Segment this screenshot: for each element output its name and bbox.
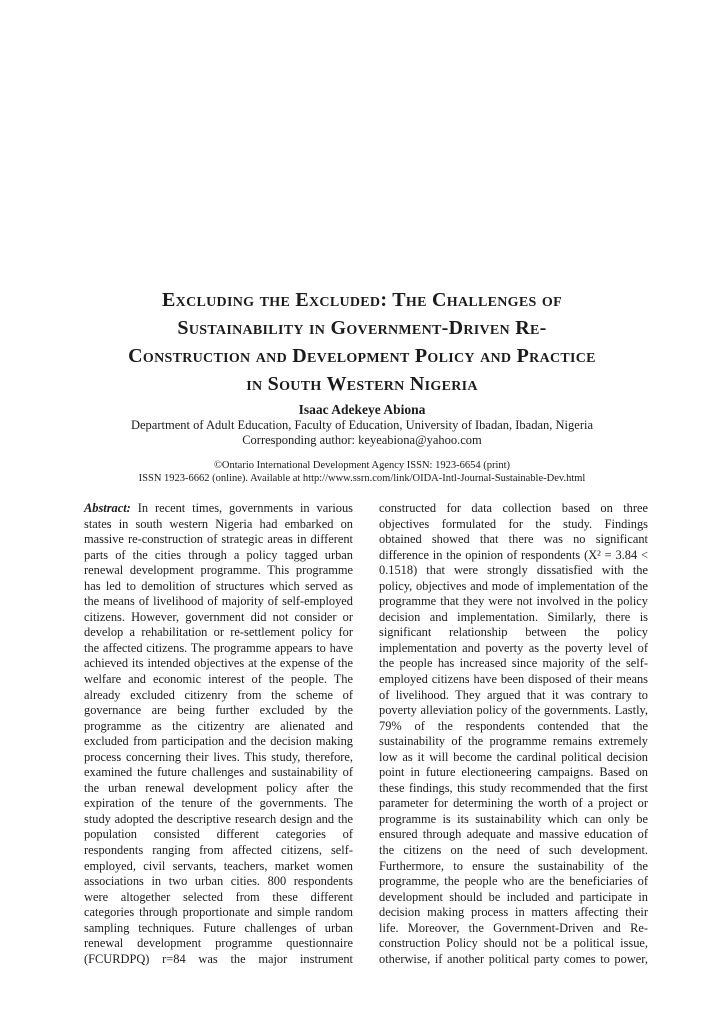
corresponding-author: Corresponding author: keyeabiona@yahoo.com [242, 433, 482, 447]
abstract-label: Abstract: [84, 501, 131, 515]
imprint-line-2: ISSN 1923-6662 (online). Available at http://www.ssrn.com/link/OIDA-Intl-Journal-Sustainable-Dev.html [138, 473, 586, 484]
author-affiliation: Department of Adult Education, Faculty of Education, University of Ibadan, Ibadan, Nigeria [130, 418, 594, 432]
abstract-right-column [379, 501, 648, 967]
paper-title-line-3: Construction and Development Policy and Practice [128, 345, 596, 367]
abstract-left-column [84, 501, 353, 967]
paper-title [52, 286, 672, 398]
byline-block [52, 402, 672, 448]
abstract-columns [84, 501, 648, 967]
paper-title-line-2: Sustainability in Government-Driven Re- [177, 317, 547, 339]
imprint-line-1: ©Ontario International Development Agency ISSN: 1923-6654 (print) [213, 460, 511, 471]
abstract-right-text: constructed for data collection based on three objectives formulated for the study. Findings obtained showed that there was no significant difference in the opinion of respondents (X² = 3.84 < 0.1518) that were strongly dissatisfied with the policy, objectives and mode of implementation of the programme that they were not involved in the policy decision and implementation. Similarly, there is significant relationship between the policy implementation and poverty as the poverty level of the people has increased since majority of the self-employed citizens have been disposed of their means of livelihood. They argued that it was contrary to poverty alleviation policy of the governments. Lastly, 79% of the respondents contended that the sustainability of the programme remains extremely low as it will become the cardinal political decision point in future electioneering campaigns. Based on these findings, this study recommended that the first parameter for determining the worth of a project or programme is its sustainability which can only be ensured through adequate and massive education of the citizens on the need of such development. Furthermore, to ensure the sustainability of the programme, the people who are the beneficiaries of development should be included and participate in decision making process in matters affecting their life. Moreover, the Government-Driven and Re-construction Policy should not be a political issue, otherwise, if another political party comes to power, [379, 501, 648, 966]
journal-imprint [52, 459, 672, 485]
paper-title-line-4: in South Western Nigeria [246, 373, 478, 395]
abstract-left-text: In recent times, governments in various states in south western Nigeria had embarked on massive re-construction of strategic areas in different parts of the cities through a policy tagged urban renewal development programme. This programme has led to demolition of structures which served as the means of livelihood of majority of self-employed citizens. However, government did not consider or develop a rehabilitation or re-settlement policy for the affected citizens. The programme appears to have achieved its intended objectives at the expense of the welfare and economic interest of the people. The already excluded citizenry from the scheme of governance are being further excluded by the programme as the citizentry are alienated and excluded from participation and the decision making process concerning their lives. This study, therefore, examined the future challenges and sustainability of the urban renewal development policy after the expiration of the tenure of the governments. The study adopted the descriptive research design and the population consisted different categories of respondents ranging from affected citizens, self-employed, civil servants, teachers, market women associations in two urban cities. 800 respondents were altogether selected from these different categories through proportionate and simple random sampling techniques. Future challenges of urban renewal development programme questionnaire (FCURDPQ) r=84 was the major instrument [84, 501, 353, 966]
paper-title-line-1: Excluding the Excluded: The Challenges of [162, 289, 562, 311]
author-name: Isaac Adekeye Abiona [298, 402, 426, 417]
